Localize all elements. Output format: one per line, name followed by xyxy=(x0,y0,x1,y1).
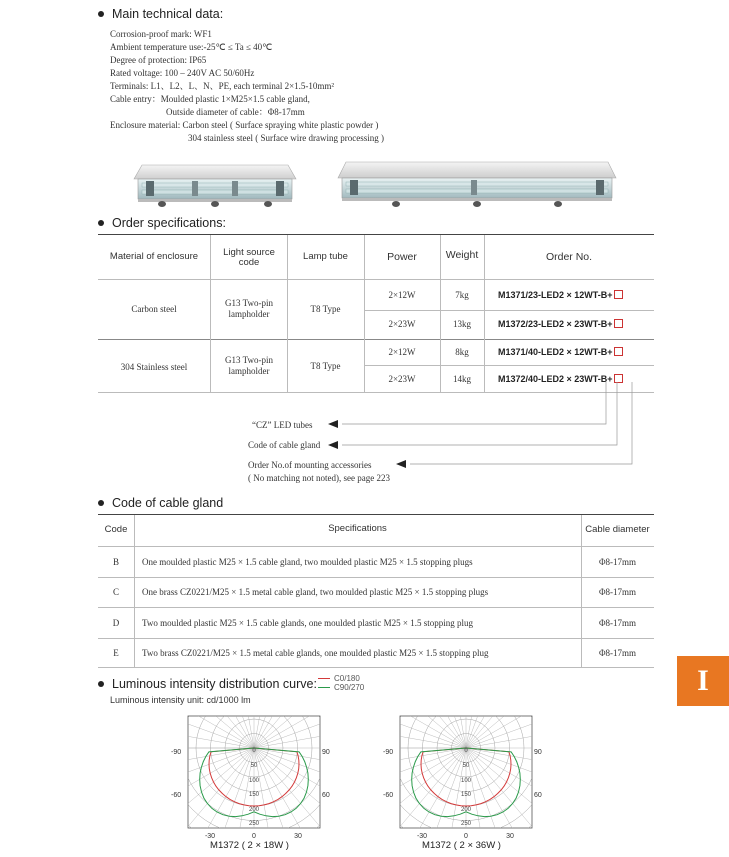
main-technical-heading: Main technical data: xyxy=(98,7,223,21)
spec-cell: One brass CZ0221/M25 × 1.5 metal cable gland, two moulded plastic M25 × 1.5 stopping plugs xyxy=(142,587,489,597)
radial-label: 150 xyxy=(248,792,260,798)
placeholder-box-icon xyxy=(614,319,623,328)
angle-label-mid-right: 60 xyxy=(534,792,542,799)
order-no-cell: M1371/23-LED2 × 12WT-B+ xyxy=(498,290,623,300)
table-header-rule xyxy=(98,279,654,280)
power-cell: 2×12W xyxy=(388,290,416,300)
angle-label-mid-right: 60 xyxy=(322,792,330,799)
lamp-tube-cell: T8 Type xyxy=(310,361,341,371)
radial-label: 200 xyxy=(248,807,260,813)
section-tab[interactable]: I xyxy=(677,656,729,706)
polar-chart-1 xyxy=(162,712,337,842)
note-led-tubes: “CZ” LED tubes xyxy=(252,420,313,430)
diameter-cell: Φ8-17mm xyxy=(598,648,637,658)
angle-label-mid-left: -60 xyxy=(171,792,182,799)
angle-label-top-right: 90 xyxy=(322,749,330,756)
order-no-cell: M1372/40-LED2 × 23WT-B+ xyxy=(498,374,623,384)
diameter-cell: Φ8-17mm xyxy=(598,618,637,628)
radial-label: 200 xyxy=(460,807,472,813)
spec-line-enclosure: Enclosure material: Carbon steel ( Surface spraying white plastic powder ) xyxy=(110,120,379,130)
code-cell: C xyxy=(112,587,119,597)
table-group-rule xyxy=(98,339,654,340)
col-lamp-tube: Lamp tube xyxy=(303,251,348,262)
placeholder-box-icon xyxy=(614,347,623,356)
weight-cell: 7kg xyxy=(455,290,469,300)
spec-line-mark: Corrosion-proof mark: WF1 xyxy=(110,29,212,39)
material-carbon-steel: Carbon steel xyxy=(131,304,177,314)
bottom-label: 0 xyxy=(252,833,256,840)
power-cell: 2×23W xyxy=(388,319,416,329)
bottom-label: -30 xyxy=(416,833,428,840)
radial-label: 50 xyxy=(250,763,258,769)
bullet-icon xyxy=(98,220,104,226)
light-source-cell: G13 Two-pin lampholder xyxy=(225,355,273,376)
table-row-rule xyxy=(364,310,654,311)
legend-c0: C0/180 xyxy=(318,674,364,683)
radial-label: 250 xyxy=(248,821,260,827)
spec-cell: One moulded plastic M25 × 1.5 cable gland, two moulded plastic M25 × 1.5 stopping plugs xyxy=(142,557,473,567)
radial-label: 50 xyxy=(462,763,470,769)
radial-label: 100 xyxy=(460,778,472,784)
technical-data-list xyxy=(110,28,384,145)
cable-gland-heading: Code of cable gland xyxy=(98,496,223,510)
angle-label-mid-left: -60 xyxy=(383,792,394,799)
angle-label-top-left: -90 xyxy=(383,749,394,756)
code-cell: E xyxy=(113,648,119,658)
legend-green-line-icon xyxy=(318,687,330,688)
bullet-icon xyxy=(98,11,104,17)
luminaire-short-image xyxy=(132,163,298,209)
note-see-page: ( No matching not noted), see page 223 xyxy=(248,473,390,483)
radial-label: 0 xyxy=(464,748,468,754)
bottom-label: 0 xyxy=(464,833,468,840)
spec-line-enclosure-stainless: 304 stainless steel ( Surface wire drawing processing ) xyxy=(188,133,384,143)
note-cable-gland: Code of cable gland xyxy=(248,440,321,450)
spec-cell: Two brass CZ0221/M25 × 1.5 metal cable glands, one moulded plastic M25 × 1.5 stopping plug xyxy=(142,648,489,658)
spec-cell: Two moulded plastic M25 × 1.5 cable glands, one moulded plastic M25 × 1.5 stopping plug xyxy=(142,618,473,628)
angle-label-top-left: -90 xyxy=(171,749,182,756)
order-no-cell: M1371/40-LED2 × 12WT-B+ xyxy=(498,347,623,357)
angle-label-top-right: 90 xyxy=(534,749,542,756)
curve-legend xyxy=(318,674,364,692)
col-cable-diameter: Cable diameter xyxy=(585,524,650,535)
note-mounting-accessories: Order No.of mounting accessories xyxy=(248,460,372,470)
col-specifications: Specifications xyxy=(328,523,387,534)
diameter-cell: Φ8-17mm xyxy=(598,587,637,597)
light-source-cell: G13 Two-pin lampholder xyxy=(225,298,273,319)
col-light-source: Light source code xyxy=(223,247,275,268)
bullet-icon xyxy=(98,500,104,506)
chart-caption-1: M1372 ( 2 × 18W ) xyxy=(210,840,289,851)
legend-red-line-icon xyxy=(318,678,330,679)
spec-line-cable-diameter: Outside diameter of cable：Φ8-17mm xyxy=(166,107,305,117)
legend-c90: C90/270 xyxy=(318,683,364,692)
radial-label: 150 xyxy=(460,792,472,798)
spec-line-cable-entry: Cable entry：Moulded plastic 1×M25×1.5 cable gland, xyxy=(110,94,310,104)
weight-cell: 14kg xyxy=(453,374,471,384)
diameter-cell: Φ8-17mm xyxy=(598,557,637,567)
col-weight: Weight xyxy=(445,249,479,261)
col-code: Code xyxy=(104,524,128,535)
material-stainless-steel: 304 Stainless steel xyxy=(120,362,188,372)
radial-label: 0 xyxy=(252,748,256,754)
bottom-label: 30 xyxy=(506,833,514,840)
polar-chart-2 xyxy=(374,712,549,842)
code-cell: B xyxy=(112,557,119,567)
table-top-rule xyxy=(98,234,654,235)
order-no-cell: M1372/23-LED2 × 23WT-B+ xyxy=(498,319,623,329)
bullet-icon xyxy=(98,681,104,687)
radial-label: 100 xyxy=(248,778,260,784)
col-order-no: Order No. xyxy=(545,251,593,263)
order-code-connectors xyxy=(320,378,640,470)
code-cell: D xyxy=(112,618,120,628)
lamp-tube-cell: T8 Type xyxy=(310,304,341,314)
weight-cell: 13kg xyxy=(453,319,471,329)
col-power: Power xyxy=(387,251,417,263)
luminous-unit: Luminous intensity unit: cd/1000 lm xyxy=(110,695,251,705)
spec-line-voltage: Rated voltage: 100 – 240V AC 50/60Hz xyxy=(110,68,255,78)
spec-line-temperature: Ambient temperature use:-25℃ ≤ Ta ≤ 40℃ xyxy=(110,42,273,52)
radial-label: 250 xyxy=(460,821,472,827)
bottom-label: 30 xyxy=(294,833,302,840)
order-specs-heading: Order specifications: xyxy=(98,216,226,230)
placeholder-box-icon xyxy=(614,290,623,299)
spec-line-terminals: Terminals: L1、L2、L、N、PE, each terminal 2×1.5-10mm² xyxy=(110,81,335,91)
luminous-heading: Luminous intensity distribution curve: xyxy=(98,677,317,691)
power-cell: 2×23W xyxy=(388,374,416,384)
chart-caption-2: M1372 ( 2 × 36W ) xyxy=(422,840,501,851)
table-row-rule xyxy=(364,365,654,366)
weight-cell: 8kg xyxy=(455,347,469,357)
power-cell: 2×12W xyxy=(388,347,416,357)
col-material: Material of enclosure xyxy=(109,251,199,262)
bottom-label: -30 xyxy=(204,833,216,840)
luminaire-long-image xyxy=(336,160,618,210)
spec-line-protection: Degree of protection: IP65 xyxy=(110,55,207,65)
